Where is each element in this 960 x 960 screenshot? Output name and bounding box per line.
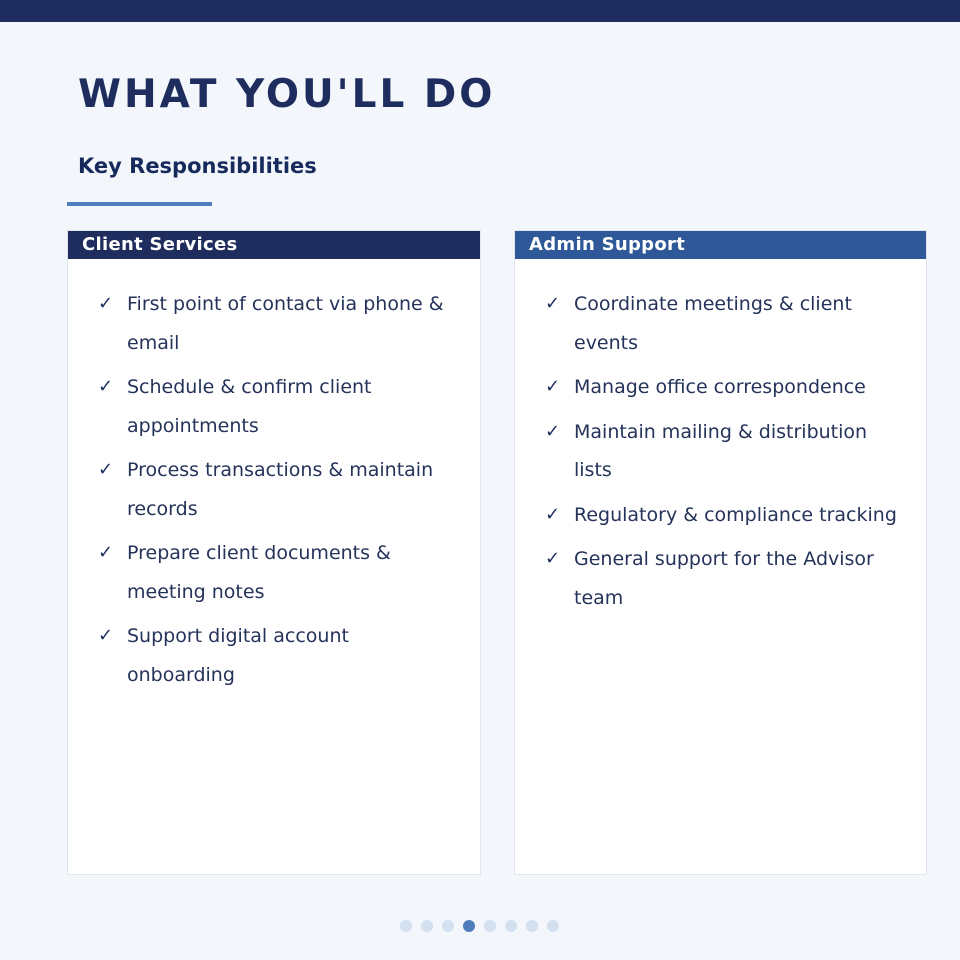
list-item (545, 413, 926, 490)
list-item (98, 285, 480, 362)
list-item (98, 534, 480, 611)
list-item-text: First point of contact via phone & email (127, 293, 444, 354)
card-heading: Admin Support (515, 231, 926, 259)
list-item-text: Prepare client documents & meeting notes (127, 542, 391, 603)
list-item (98, 451, 480, 528)
list-item-text: Support digital account onboarding (127, 625, 349, 686)
list-item-text: General support for the Advisor team (574, 548, 874, 609)
pagination-dot[interactable] (421, 920, 433, 932)
list-item (545, 540, 926, 617)
subtitle-underline (67, 202, 212, 206)
pagination-dot[interactable] (400, 920, 412, 932)
pagination-dot[interactable] (463, 920, 475, 932)
list-item-text: Regulatory & compliance tracking (574, 503, 897, 526)
check-icon: ✓ (98, 376, 114, 397)
pagination-dots (400, 920, 559, 932)
check-icon: ✓ (98, 542, 114, 563)
list-item (98, 617, 480, 694)
pagination-dot[interactable] (484, 920, 496, 932)
admin-support-card (514, 230, 927, 875)
list-item-text: Manage office correspondence (574, 376, 866, 398)
list-item (545, 368, 926, 407)
pagination-dot[interactable] (526, 920, 538, 932)
list-item-text: Process transactions & maintain records (127, 459, 434, 520)
check-icon: ✓ (545, 503, 561, 525)
responsibility-list (515, 259, 926, 617)
list-item-text: Coordinate meetings & client events (574, 293, 852, 354)
list-item (98, 368, 480, 445)
check-icon: ✓ (545, 293, 561, 314)
responsibility-list (68, 259, 480, 694)
top-accent-bar (0, 0, 960, 22)
check-icon: ✓ (98, 625, 114, 646)
pagination-dot[interactable] (442, 920, 454, 932)
list-item-text: Schedule & confirm client appointments (127, 376, 372, 437)
list-item (545, 496, 926, 535)
section-subtitle: Key Responsibilities (78, 154, 317, 178)
check-icon: ✓ (98, 459, 114, 480)
card-heading: Client Services (68, 231, 480, 259)
check-icon: ✓ (545, 376, 561, 397)
page-title: WHAT YOU'LL DO (78, 72, 496, 117)
list-item-text: Maintain mailing & distribution lists (574, 420, 868, 481)
pagination-dot[interactable] (505, 920, 517, 932)
check-icon: ✓ (545, 548, 561, 569)
check-icon: ✓ (545, 420, 561, 442)
client-services-card (67, 230, 481, 875)
check-icon: ✓ (98, 293, 114, 314)
pagination-dot[interactable] (547, 920, 559, 932)
list-item (545, 285, 926, 362)
